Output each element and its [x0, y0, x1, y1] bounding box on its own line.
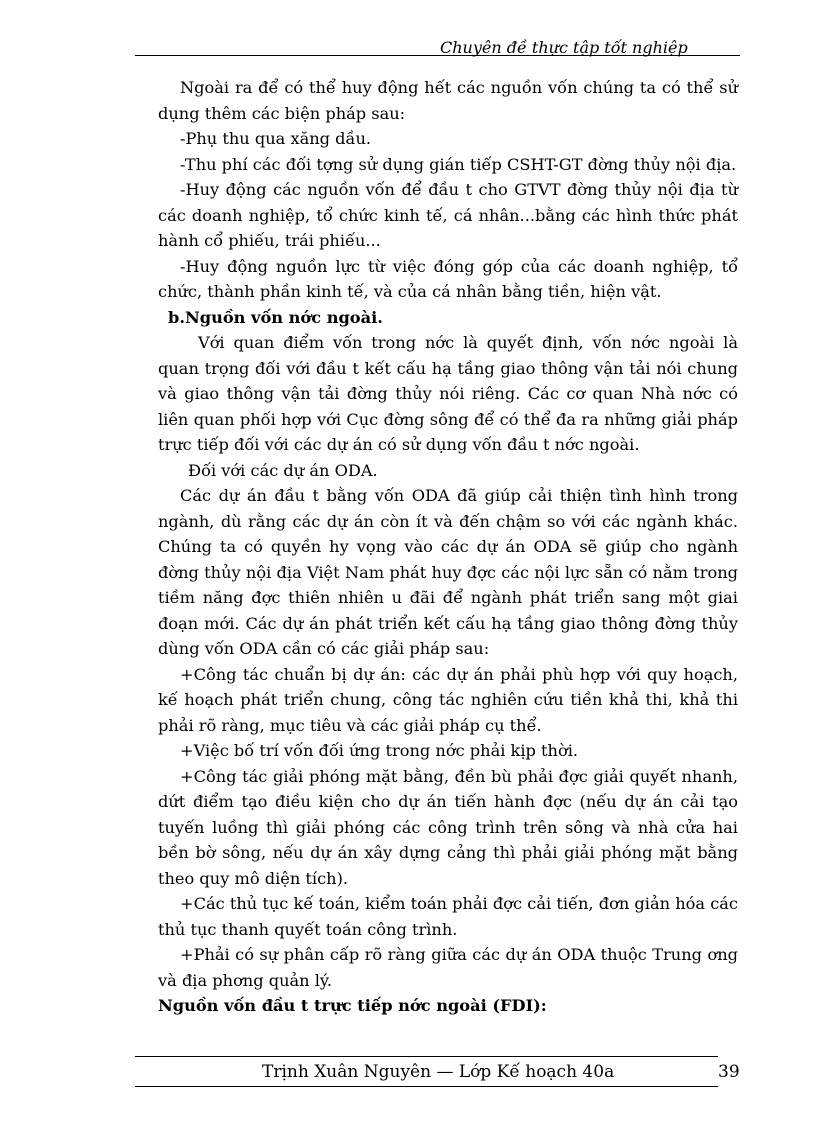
- page-number: 39: [718, 1062, 740, 1082]
- paragraph: Đối với các dự án ODA.: [188, 460, 378, 480]
- paragraph: +Công tác giải phóng mặt bằng, đền bù phải đợc giải quyết nhanh, dứt điểm tạo điều kiện cho dự án tiến hành đợc (nếu dự án cải tạo tuyến luồng thì giải phóng các công trình trên sông và nhà cửa hai bền bờ sông, nếu dự án xây dựng cảng thì phải giải phóng mặt bằng theo quy mô diện tích).: [158, 766, 738, 888]
- paragraph: -Phụ thu qua xăng dầu.: [180, 129, 372, 148]
- document-body: [158, 75, 738, 1019]
- paragraph: -Thu phí các đối tợng sử dụng gián tiếp CSHT-GT đờng thủy nội địa.: [180, 154, 737, 174]
- paragraph: Các dự án đầu t bằng vốn ODA đã giúp cải thiện tình hình trong ngành, dù rằng các dự án còn ít và đến chậm so với các ngành khác. Chúng ta có quyền hy vọng vào các dự án ODA sẽ giúp cho ngành đờng thủy nội địa Việt Nam phát huy đợc các nội lực sẵn có nằm trong tiềm năng đợc thiên nhiên u đãi để ngành phát triển sang một giai đoạn mới. Các dự án phát triển kết cấu hạ tầng giao thông đờng thủy dùng vốn ODA cần có các giải pháp sau:: [158, 486, 738, 658]
- footer-rule: [135, 1056, 718, 1057]
- footer-rule-bottom: [135, 1086, 718, 1087]
- paragraph: -Huy động các nguồn vốn để đầu t cho GTVT đờng thủy nội địa từ các doanh nghiệp, tổ chức kinh tế, cá nhân...bằng các hình thức phát hành cổ phiếu, trái phiếu...: [158, 180, 738, 250]
- footer-author: Trịnh Xuân Nguyên — Lớp Kế hoạch 40a: [262, 1062, 615, 1082]
- paragraph: -Huy động nguồn lực từ việc đóng góp của các doanh nghiệp, tổ chức, thành phần kinh tế, và của cá nhân bằng tiền, hiện vật.: [158, 256, 738, 301]
- header-rule: [135, 55, 740, 56]
- section-heading: Nguồn vốn đầu t trực tiếp nớc ngoài (FDI):: [158, 996, 547, 1015]
- paragraph: +Công tác chuẩn bị dự án: các dự án phải phù hợp với quy hoạch, kế hoạch phát triển chung, công tác nghiên cứu tiền khả thi, khả thi phải rõ ràng, mục tiêu và các giải pháp cụ thể.: [158, 664, 738, 735]
- paragraph: Với quan điểm vốn trong nớc là quyết định, vốn nớc ngoài là quan trọng đối với đầu t kết cấu hạ tầng giao thông vận tải nói chung và giao thông vận tải đờng thủy nói riêng. Các cơ quan Nhà nớc có liên quan phối hợp với Cục đờng sông để có thể đa ra những giải pháp trực tiếp đối với các dự án có sử dụng vốn đầu t nớc ngoài.: [158, 333, 738, 454]
- page-header-title: Chuyên đề thực tập tốt nghiệp: [440, 38, 688, 57]
- paragraph: +Các thủ tục kế toán, kiểm toán phải đợc cải tiến, đơn giản hóa các thủ tục thanh quyết toán công trình.: [158, 894, 738, 939]
- paragraph: +Việc bố trí vốn đối ứng trong nớc phải kịp thời.: [180, 741, 579, 760]
- paragraph: +Phải có sự phân cấp rõ ràng giữa các dự án ODA thuộc Trung ơng và địa phơng quản lý.: [158, 945, 738, 990]
- paragraph: Ngoài ra để có thể huy động hết các nguồn vốn chúng ta có thể sử dụng thêm các biện pháp sau:: [158, 78, 738, 123]
- section-heading: b.Nguồn vốn nớc ngoài.: [168, 307, 383, 327]
